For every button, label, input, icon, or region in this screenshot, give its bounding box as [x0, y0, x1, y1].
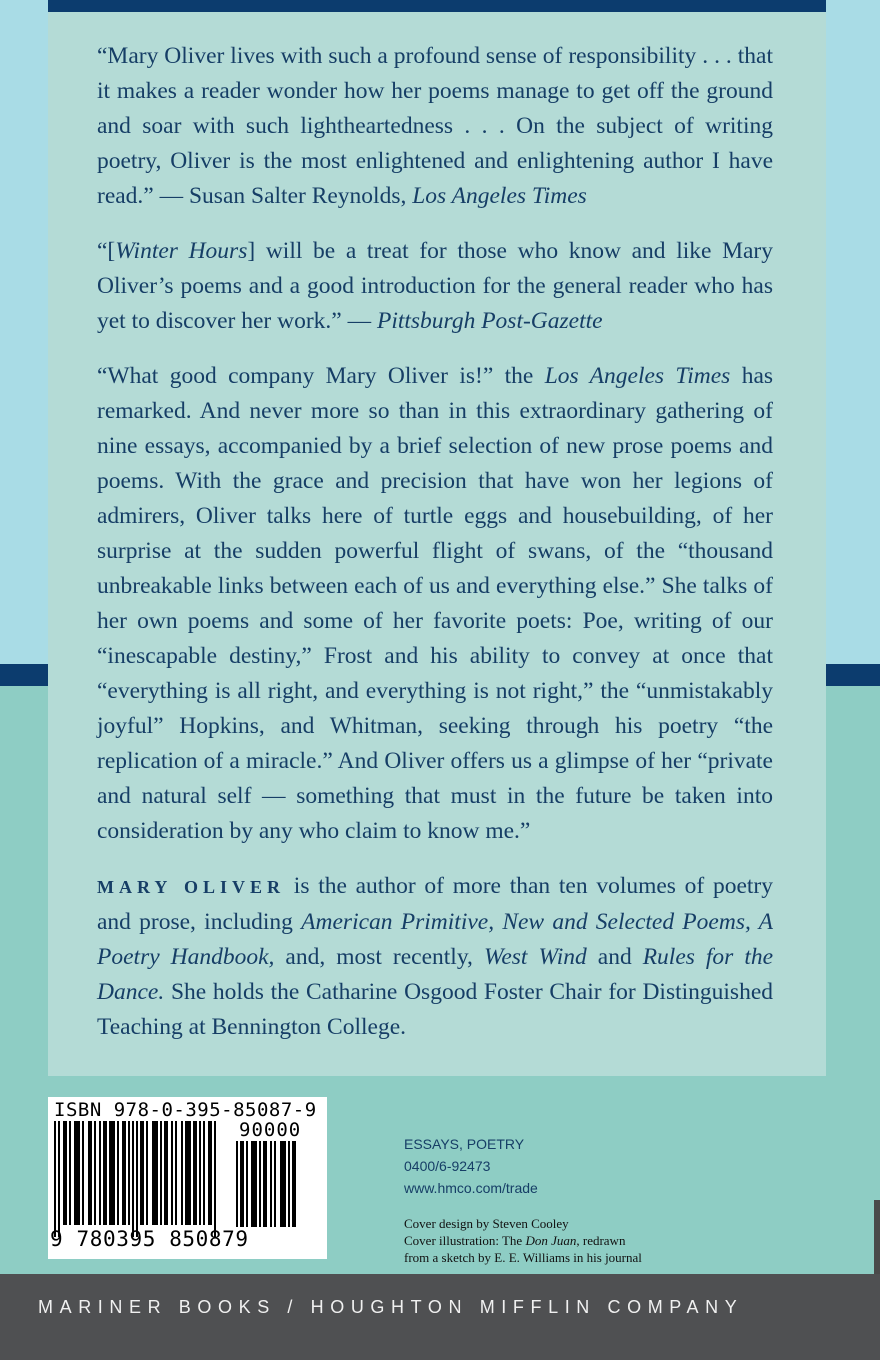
barcode-bar	[193, 1121, 197, 1225]
barcode-bar	[259, 1141, 261, 1227]
cover-illustration-credit-line2: from a sketch by E. E. Williams in his journal	[404, 1250, 642, 1265]
barcode-bar	[122, 1121, 126, 1225]
barcode-bar	[274, 1141, 276, 1227]
barcode-bar	[132, 1121, 134, 1237]
barcode-bar	[292, 1141, 296, 1227]
barcode-bar	[103, 1121, 107, 1225]
text-panel	[48, 12, 826, 1076]
barcode-bar	[128, 1121, 130, 1225]
barcode-bar	[263, 1141, 267, 1227]
author-bio: MARY OLIVER is the author of more than ten volumes of poetry and prose, including American Primitive, New and Selected Poems, A Poetry Handbook, and, most recently, West Wind and Rules for the Dance. She holds the Catharine Osgood Foster Chair for Distinguished Teaching at Bennington College.	[97, 873, 774, 1040]
barcode-bar	[203, 1121, 205, 1225]
barcode-bar	[175, 1121, 177, 1225]
barcode-bar	[251, 1141, 257, 1227]
ean-barcode-bars	[54, 1121, 230, 1239]
barcode-bar	[94, 1121, 96, 1225]
barcode-bar	[280, 1141, 286, 1227]
barcode-bar	[181, 1121, 183, 1225]
barcode-bar	[117, 1121, 119, 1225]
description-source: Los Angeles Times	[544, 363, 731, 389]
barcode-bar	[214, 1121, 216, 1237]
isbn-label: ISBN 978-0-395-85087-9	[54, 1099, 317, 1121]
cover-credits	[404, 1215, 642, 1266]
publisher-footer	[0, 1274, 880, 1360]
barcode-bar	[63, 1121, 67, 1225]
quote-2-source: Pittsburgh Post-Gazette	[376, 308, 603, 334]
barcode-bar	[88, 1121, 92, 1225]
barcode-bar	[270, 1141, 272, 1227]
barcode-bar	[171, 1121, 173, 1225]
barcode-bar	[74, 1121, 80, 1225]
author-name: MARY OLIVER	[97, 877, 286, 897]
barcode-bar	[82, 1121, 84, 1225]
barcode-bar	[199, 1121, 201, 1225]
barcode-bar	[185, 1121, 191, 1225]
barcode-bar	[69, 1121, 71, 1225]
barcode-bar	[146, 1121, 148, 1225]
cover-design-credit: Cover design by Steven Cooley	[404, 1216, 569, 1231]
barcode-bar	[288, 1141, 290, 1227]
top-bar	[48, 0, 826, 12]
edge-strip	[874, 1200, 880, 1274]
cover-illustration-credit: Cover illustration: The Don Juan, redrawn	[404, 1233, 626, 1248]
ean-digits: 9 780395 850879	[50, 1227, 249, 1251]
barcode	[48, 1097, 327, 1259]
publisher-info	[404, 1133, 538, 1199]
barcode-bar	[208, 1121, 212, 1225]
barcode-bar	[160, 1121, 162, 1225]
barcode-bar	[54, 1121, 56, 1237]
category: ESSAYS, POETRY	[404, 1136, 525, 1152]
book-description: “What good company Mary Oliver is!” the Los Angeles Times has remarked. And never more so than in this extraordinary gathering of nine essays, accompanied by a brief selection of new prose poems and poems. With the grace and precision that have won her legions of admirers, Oliver talks here of turtle eggs and housebuilding, of her surprise at the sudden powerful flight of swans, of the “thousand unbreakable links between each of us and everything else.” She talks of her own poems and some of her favorite poets: Poe, writing of our “inescapable destiny,” Frost and his ability to convey at once that “everything is all right, and everything is not right,” the “unmistakably joyful” Hopkins, and Whitman, seeking through his poetry “the replication of a miracle.” And Oliver offers us a glimpse of her “private and natural self — something that must in the future be taken into consideration by any who claim to know me.”	[97, 363, 774, 844]
quote-1-source: Los Angeles Times	[412, 183, 587, 209]
barcode-bar	[152, 1121, 158, 1225]
publisher-url: www.hmco.com/trade	[404, 1180, 538, 1196]
barcode-bar	[240, 1141, 244, 1227]
publisher-name: MARINER BOOKS / HOUGHTON MIFFLIN COMPANY	[38, 1297, 744, 1317]
barcode-bar	[140, 1121, 144, 1225]
book-title: Winter Hours	[115, 238, 248, 264]
barcode-bar	[246, 1141, 248, 1227]
barcode-bar	[58, 1121, 60, 1237]
addon-barcode-bars	[236, 1141, 318, 1229]
review-quote-1: “Mary Oliver lives with such a profound sense of responsibility . . . that it makes a reader wonder how her poems manage to get off the ground and soar with such lightheartedness . . . On the subject of writing poetry, Oliver is the most enlightened and enlightening author I have read.” — Susan Salter Reynolds, Los Angeles Times	[97, 43, 773, 209]
catalog-code: 0400/6-92473	[404, 1158, 491, 1174]
back-cover-text	[97, 39, 773, 1045]
barcode-bar	[164, 1121, 168, 1225]
barcode-bar	[109, 1121, 115, 1225]
barcode-bar	[99, 1121, 101, 1225]
barcode-bar	[136, 1121, 138, 1237]
review-quote-2: “[Winter Hours] will be a treat for those who know and like Mary Oliver’s poems and a good introduction for the general reader who has yet to discover her work.” — Pittsburgh Post-Gazette	[97, 238, 773, 334]
price-code: 90000	[239, 1119, 302, 1141]
barcode-bar	[236, 1141, 238, 1227]
